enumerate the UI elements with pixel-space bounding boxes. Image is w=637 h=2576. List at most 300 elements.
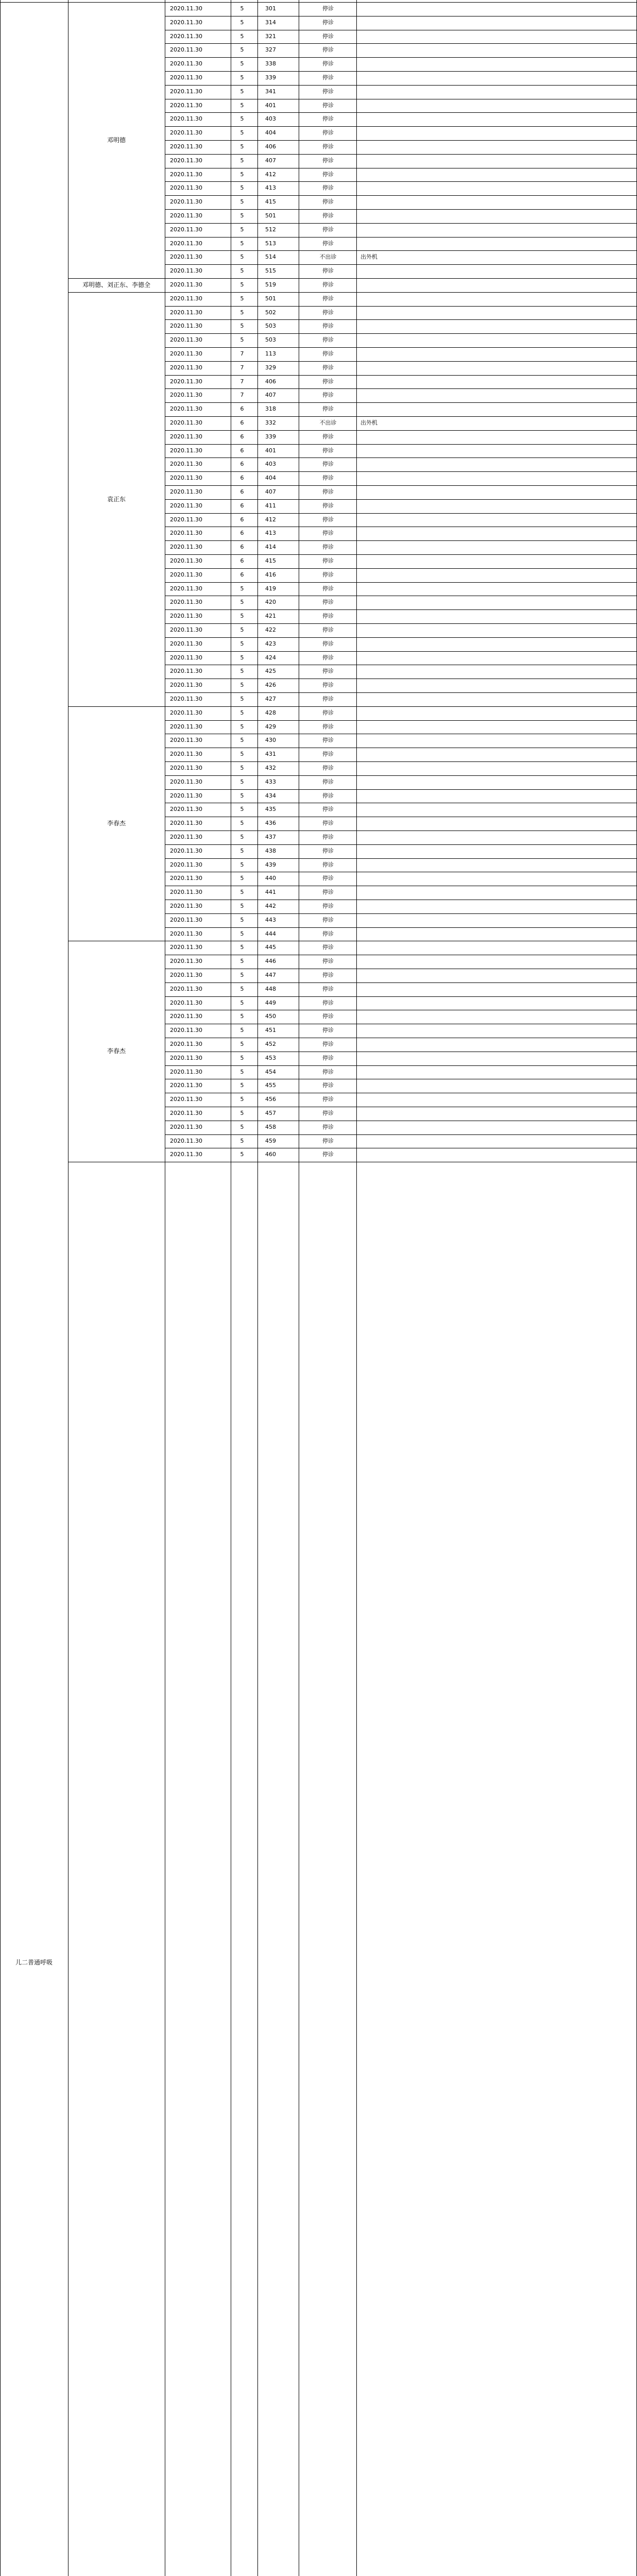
status-cell: 停诊 bbox=[322, 19, 334, 26]
weekday-cell: 6 bbox=[240, 419, 244, 426]
weekday-cell: 5 bbox=[240, 723, 244, 730]
weekday-cell: 5 bbox=[240, 5, 244, 12]
weekday-cell: 6 bbox=[240, 530, 244, 537]
status-cell: 停诊 bbox=[322, 1013, 334, 1020]
date-cell: 2020.11.30 bbox=[170, 999, 202, 1006]
status-cell: 停诊 bbox=[322, 599, 334, 606]
status-cell: 停诊 bbox=[322, 143, 334, 150]
weekday-cell: 5 bbox=[240, 916, 244, 923]
status-cell: 停诊 bbox=[322, 930, 334, 937]
status-cell: 停诊 bbox=[322, 1151, 334, 1158]
weekday-cell: 5 bbox=[240, 751, 244, 758]
weekday-cell: 7 bbox=[240, 350, 244, 357]
room-cell: 458 bbox=[265, 1123, 276, 1130]
room-cell: 512 bbox=[265, 226, 276, 233]
date-cell: 2020.11.30 bbox=[170, 253, 202, 261]
room-cell: 433 bbox=[265, 778, 276, 785]
status-cell: 不出诊 bbox=[319, 253, 337, 261]
status-cell: 停诊 bbox=[322, 820, 334, 827]
status-cell: 停诊 bbox=[322, 350, 334, 357]
date-cell: 2020.11.30 bbox=[170, 1137, 202, 1144]
room-cell: 440 bbox=[265, 875, 276, 882]
status-cell: 停诊 bbox=[322, 530, 334, 537]
weekday-cell: 5 bbox=[240, 820, 244, 827]
status-cell: 不出诊 bbox=[319, 419, 337, 426]
status-cell: 停诊 bbox=[322, 847, 334, 854]
status-cell: 停诊 bbox=[322, 157, 334, 164]
room-cell: 501 bbox=[265, 295, 276, 302]
date-cell: 2020.11.30 bbox=[170, 889, 202, 896]
date-cell: 2020.11.30 bbox=[170, 557, 202, 564]
room-cell: 445 bbox=[265, 944, 276, 951]
weekday-cell: 5 bbox=[240, 101, 244, 109]
room-cell: 404 bbox=[265, 129, 276, 137]
weekday-cell: 5 bbox=[240, 626, 244, 633]
status-cell: 停诊 bbox=[322, 834, 334, 840]
date-cell: 2020.11.30 bbox=[170, 709, 202, 716]
date-cell: 2020.11.30 bbox=[170, 350, 202, 357]
doctor-cell: 李春杰 bbox=[107, 1047, 126, 1055]
room-cell: 407 bbox=[265, 488, 276, 495]
weekday-cell: 5 bbox=[240, 171, 244, 178]
date-cell: 2020.11.30 bbox=[170, 737, 202, 744]
weekday-cell: 5 bbox=[240, 336, 244, 344]
room-cell: 341 bbox=[265, 88, 276, 95]
status-cell: 停诊 bbox=[322, 640, 334, 647]
date-cell: 2020.11.30 bbox=[170, 378, 202, 385]
weekday-cell: 5 bbox=[240, 985, 244, 992]
column-border bbox=[356, 0, 357, 2576]
weekday-cell: 6 bbox=[240, 516, 244, 523]
date-cell: 2020.11.30 bbox=[170, 599, 202, 606]
date-cell: 2020.11.30 bbox=[170, 571, 202, 578]
weekday-cell: 5 bbox=[240, 309, 244, 316]
weekday-cell: 5 bbox=[240, 74, 244, 81]
room-cell: 416 bbox=[265, 571, 276, 578]
date-cell: 2020.11.30 bbox=[170, 184, 202, 192]
room-cell: 421 bbox=[265, 613, 276, 620]
weekday-cell: 6 bbox=[240, 461, 244, 468]
status-cell: 停诊 bbox=[322, 1110, 334, 1116]
room-cell: 453 bbox=[265, 1054, 276, 1061]
date-cell: 2020.11.30 bbox=[170, 240, 202, 247]
weekday-cell: 6 bbox=[240, 405, 244, 413]
room-cell: 301 bbox=[265, 5, 276, 12]
date-cell: 2020.11.30 bbox=[170, 267, 202, 275]
status-cell: 停诊 bbox=[322, 74, 334, 81]
date-cell: 2020.11.30 bbox=[170, 60, 202, 67]
room-cell: 332 bbox=[265, 419, 276, 426]
weekday-cell: 5 bbox=[240, 157, 244, 164]
room-cell: 503 bbox=[265, 323, 276, 330]
weekday-cell: 5 bbox=[240, 847, 244, 854]
weekday-cell: 5 bbox=[240, 999, 244, 1006]
weekday-cell: 5 bbox=[240, 696, 244, 702]
status-cell: 停诊 bbox=[322, 226, 334, 233]
status-cell: 停诊 bbox=[322, 267, 334, 275]
room-cell: 460 bbox=[265, 1151, 276, 1158]
date-cell: 2020.11.30 bbox=[170, 1041, 202, 1047]
weekday-cell: 7 bbox=[240, 364, 244, 371]
weekday-cell: 5 bbox=[240, 46, 244, 54]
status-cell: 停诊 bbox=[322, 613, 334, 620]
date-cell: 2020.11.30 bbox=[170, 516, 202, 523]
room-cell: 413 bbox=[265, 530, 276, 537]
weekday-cell: 7 bbox=[240, 378, 244, 385]
weekday-cell: 5 bbox=[240, 295, 244, 302]
doctor-cell: 邓明德 bbox=[107, 137, 126, 144]
weekday-cell: 5 bbox=[240, 184, 244, 192]
status-cell: 停诊 bbox=[322, 709, 334, 716]
date-cell: 2020.11.30 bbox=[170, 1027, 202, 1034]
note-cell: 出外机 bbox=[360, 419, 377, 426]
room-cell: 314 bbox=[265, 19, 276, 26]
room-cell: 401 bbox=[265, 447, 276, 454]
date-cell: 2020.11.30 bbox=[170, 778, 202, 785]
department-cell: 儿二普通呼吸 bbox=[15, 1959, 53, 1966]
date-cell: 2020.11.30 bbox=[170, 101, 202, 109]
date-cell: 2020.11.30 bbox=[170, 626, 202, 633]
date-cell: 2020.11.30 bbox=[170, 944, 202, 951]
status-cell: 停诊 bbox=[322, 668, 334, 675]
status-cell: 停诊 bbox=[322, 544, 334, 551]
date-cell: 2020.11.30 bbox=[170, 613, 202, 620]
date-cell: 2020.11.30 bbox=[170, 32, 202, 40]
room-cell: 448 bbox=[265, 985, 276, 992]
room-cell: 413 bbox=[265, 184, 276, 192]
date-cell: 2020.11.30 bbox=[170, 212, 202, 219]
date-cell: 2020.11.30 bbox=[170, 143, 202, 150]
room-cell: 422 bbox=[265, 626, 276, 633]
room-cell: 406 bbox=[265, 143, 276, 150]
status-cell: 停诊 bbox=[322, 281, 334, 288]
date-cell: 2020.11.30 bbox=[170, 226, 202, 233]
weekday-cell: 5 bbox=[240, 1027, 244, 1034]
room-cell: 407 bbox=[265, 157, 276, 164]
room-cell: 419 bbox=[265, 585, 276, 592]
weekday-cell: 5 bbox=[240, 198, 244, 206]
status-cell: 停诊 bbox=[322, 171, 334, 178]
room-cell: 432 bbox=[265, 765, 276, 771]
status-cell: 停诊 bbox=[322, 972, 334, 978]
room-cell: 401 bbox=[265, 101, 276, 109]
room-cell: 456 bbox=[265, 1096, 276, 1103]
weekday-cell: 5 bbox=[240, 281, 244, 288]
weekday-cell: 5 bbox=[240, 930, 244, 937]
weekday-cell: 6 bbox=[240, 544, 244, 551]
room-cell: 449 bbox=[265, 999, 276, 1006]
status-cell: 停诊 bbox=[322, 405, 334, 413]
status-cell: 停诊 bbox=[322, 240, 334, 247]
date-cell: 2020.11.30 bbox=[170, 682, 202, 689]
date-cell: 2020.11.30 bbox=[170, 847, 202, 854]
weekday-cell: 5 bbox=[240, 115, 244, 123]
status-cell: 停诊 bbox=[322, 1096, 334, 1103]
status-cell: 停诊 bbox=[322, 654, 334, 661]
room-cell: 411 bbox=[265, 502, 276, 509]
room-cell: 427 bbox=[265, 696, 276, 702]
status-cell: 停诊 bbox=[322, 502, 334, 509]
date-cell: 2020.11.30 bbox=[170, 820, 202, 827]
status-cell: 停诊 bbox=[322, 792, 334, 799]
date-cell: 2020.11.30 bbox=[170, 696, 202, 702]
room-cell: 437 bbox=[265, 834, 276, 840]
room-cell: 439 bbox=[265, 861, 276, 868]
room-cell: 455 bbox=[265, 1082, 276, 1089]
date-cell: 2020.11.30 bbox=[170, 985, 202, 992]
doctor-cell: 邓明德、刘正东、李德全 bbox=[82, 281, 150, 289]
room-cell: 454 bbox=[265, 1068, 276, 1075]
weekday-cell: 5 bbox=[240, 60, 244, 67]
status-cell: 停诊 bbox=[322, 447, 334, 454]
date-cell: 2020.11.30 bbox=[170, 419, 202, 426]
date-cell: 2020.11.30 bbox=[170, 544, 202, 551]
weekday-cell: 5 bbox=[240, 640, 244, 647]
status-cell: 停诊 bbox=[322, 1082, 334, 1089]
date-cell: 2020.11.30 bbox=[170, 1123, 202, 1130]
date-cell: 2020.11.30 bbox=[170, 875, 202, 882]
weekday-cell: 5 bbox=[240, 129, 244, 137]
date-cell: 2020.11.30 bbox=[170, 323, 202, 330]
weekday-cell: 5 bbox=[240, 709, 244, 716]
date-cell: 2020.11.30 bbox=[170, 88, 202, 95]
date-cell: 2020.11.30 bbox=[170, 654, 202, 661]
weekday-cell: 5 bbox=[240, 1013, 244, 1020]
room-cell: 441 bbox=[265, 889, 276, 896]
date-cell: 2020.11.30 bbox=[170, 585, 202, 592]
status-cell: 停诊 bbox=[322, 903, 334, 909]
status-cell: 停诊 bbox=[322, 1137, 334, 1144]
status-cell: 停诊 bbox=[322, 889, 334, 896]
room-cell: 321 bbox=[265, 32, 276, 40]
room-cell: 444 bbox=[265, 930, 276, 937]
room-cell: 447 bbox=[265, 972, 276, 978]
weekday-cell: 5 bbox=[240, 226, 244, 233]
weekday-cell: 5 bbox=[240, 889, 244, 896]
weekday-cell: 6 bbox=[240, 488, 244, 495]
date-cell: 2020.11.30 bbox=[170, 502, 202, 509]
status-cell: 停诊 bbox=[322, 737, 334, 744]
date-cell: 2020.11.30 bbox=[170, 668, 202, 675]
status-cell: 停诊 bbox=[322, 806, 334, 813]
weekday-cell: 5 bbox=[240, 267, 244, 275]
date-cell: 2020.11.30 bbox=[170, 392, 202, 399]
weekday-cell: 6 bbox=[240, 571, 244, 578]
date-cell: 2020.11.30 bbox=[170, 958, 202, 965]
status-cell: 停诊 bbox=[322, 626, 334, 633]
date-cell: 2020.11.30 bbox=[170, 281, 202, 288]
weekday-cell: 6 bbox=[240, 474, 244, 482]
date-cell: 2020.11.30 bbox=[170, 488, 202, 495]
room-cell: 415 bbox=[265, 557, 276, 564]
status-cell: 停诊 bbox=[322, 392, 334, 399]
date-cell: 2020.11.30 bbox=[170, 198, 202, 206]
date-cell: 2020.11.30 bbox=[170, 5, 202, 12]
weekday-cell: 5 bbox=[240, 253, 244, 261]
room-cell: 407 bbox=[265, 392, 276, 399]
date-cell: 2020.11.30 bbox=[170, 309, 202, 316]
weekday-cell: 5 bbox=[240, 765, 244, 771]
weekday-cell: 5 bbox=[240, 19, 244, 26]
date-cell: 2020.11.30 bbox=[170, 19, 202, 26]
weekday-cell: 5 bbox=[240, 792, 244, 799]
status-cell: 停诊 bbox=[322, 557, 334, 564]
status-cell: 停诊 bbox=[322, 46, 334, 54]
date-cell: 2020.11.30 bbox=[170, 447, 202, 454]
weekday-cell: 5 bbox=[240, 212, 244, 219]
date-cell: 2020.11.30 bbox=[170, 171, 202, 178]
room-cell: 457 bbox=[265, 1110, 276, 1116]
date-cell: 2020.11.30 bbox=[170, 1082, 202, 1089]
room-cell: 514 bbox=[265, 253, 276, 261]
weekday-cell: 5 bbox=[240, 88, 244, 95]
status-cell: 停诊 bbox=[322, 212, 334, 219]
status-cell: 停诊 bbox=[322, 516, 334, 523]
weekday-cell: 6 bbox=[240, 433, 244, 440]
weekday-cell: 5 bbox=[240, 875, 244, 882]
room-cell: 339 bbox=[265, 433, 276, 440]
status-cell: 停诊 bbox=[322, 1027, 334, 1034]
room-cell: 412 bbox=[265, 516, 276, 523]
status-cell: 停诊 bbox=[322, 115, 334, 123]
weekday-cell: 6 bbox=[240, 447, 244, 454]
room-cell: 503 bbox=[265, 336, 276, 344]
room-cell: 339 bbox=[265, 74, 276, 81]
room-cell: 414 bbox=[265, 544, 276, 551]
room-cell: 426 bbox=[265, 682, 276, 689]
date-cell: 2020.11.30 bbox=[170, 157, 202, 164]
status-cell: 停诊 bbox=[322, 5, 334, 12]
room-cell: 519 bbox=[265, 281, 276, 288]
room-cell: 434 bbox=[265, 792, 276, 799]
weekday-cell: 5 bbox=[240, 1096, 244, 1103]
note-cell: 出外机 bbox=[360, 253, 377, 261]
weekday-cell: 5 bbox=[240, 1082, 244, 1089]
room-cell: 425 bbox=[265, 668, 276, 675]
status-cell: 停诊 bbox=[322, 32, 334, 40]
room-cell: 451 bbox=[265, 1027, 276, 1034]
room-cell: 430 bbox=[265, 737, 276, 744]
date-cell: 2020.11.30 bbox=[170, 903, 202, 909]
status-cell: 停诊 bbox=[322, 474, 334, 482]
date-cell: 2020.11.30 bbox=[170, 1096, 202, 1103]
date-cell: 2020.11.30 bbox=[170, 640, 202, 647]
room-cell: 338 bbox=[265, 60, 276, 67]
weekday-cell: 5 bbox=[240, 1068, 244, 1075]
date-cell: 2020.11.30 bbox=[170, 474, 202, 482]
doctor-cell: 袁正东 bbox=[107, 495, 126, 503]
status-cell: 停诊 bbox=[322, 1068, 334, 1075]
room-cell: 452 bbox=[265, 1041, 276, 1047]
room-cell: 450 bbox=[265, 1013, 276, 1020]
status-cell: 停诊 bbox=[322, 88, 334, 95]
room-cell: 329 bbox=[265, 364, 276, 371]
date-cell: 2020.11.30 bbox=[170, 723, 202, 730]
date-cell: 2020.11.30 bbox=[170, 1068, 202, 1075]
weekday-cell: 5 bbox=[240, 1123, 244, 1130]
status-cell: 停诊 bbox=[322, 875, 334, 882]
room-cell: 420 bbox=[265, 599, 276, 606]
room-cell: 515 bbox=[265, 267, 276, 275]
status-cell: 停诊 bbox=[322, 778, 334, 785]
date-cell: 2020.11.30 bbox=[170, 74, 202, 81]
room-cell: 318 bbox=[265, 405, 276, 413]
weekday-cell: 5 bbox=[240, 613, 244, 620]
status-cell: 停诊 bbox=[322, 461, 334, 468]
room-cell: 513 bbox=[265, 240, 276, 247]
room-cell: 327 bbox=[265, 46, 276, 54]
weekday-cell: 6 bbox=[240, 502, 244, 509]
status-cell: 停诊 bbox=[322, 1054, 334, 1061]
weekday-cell: 5 bbox=[240, 1041, 244, 1047]
date-cell: 2020.11.30 bbox=[170, 972, 202, 978]
weekday-cell: 5 bbox=[240, 143, 244, 150]
weekday-cell: 5 bbox=[240, 1110, 244, 1116]
weekday-cell: 5 bbox=[240, 972, 244, 978]
status-cell: 停诊 bbox=[322, 571, 334, 578]
status-cell: 停诊 bbox=[322, 985, 334, 992]
room-cell: 459 bbox=[265, 1137, 276, 1144]
room-cell: 415 bbox=[265, 198, 276, 206]
status-cell: 停诊 bbox=[322, 295, 334, 302]
room-cell: 403 bbox=[265, 461, 276, 468]
status-cell: 停诊 bbox=[322, 378, 334, 385]
room-cell: 443 bbox=[265, 916, 276, 923]
weekday-cell: 5 bbox=[240, 32, 244, 40]
status-cell: 停诊 bbox=[322, 696, 334, 702]
date-cell: 2020.11.30 bbox=[170, 129, 202, 137]
date-cell: 2020.11.30 bbox=[170, 861, 202, 868]
weekday-cell: 5 bbox=[240, 1151, 244, 1158]
date-cell: 2020.11.30 bbox=[170, 295, 202, 302]
weekday-cell: 5 bbox=[240, 834, 244, 840]
room-cell: 435 bbox=[265, 806, 276, 813]
room-cell: 429 bbox=[265, 723, 276, 730]
status-cell: 停诊 bbox=[322, 765, 334, 771]
date-cell: 2020.11.30 bbox=[170, 792, 202, 799]
room-cell: 501 bbox=[265, 212, 276, 219]
status-cell: 停诊 bbox=[322, 323, 334, 330]
weekday-cell: 5 bbox=[240, 654, 244, 661]
room-cell: 428 bbox=[265, 709, 276, 716]
status-cell: 停诊 bbox=[322, 682, 334, 689]
weekday-cell: 5 bbox=[240, 1137, 244, 1144]
status-cell: 停诊 bbox=[322, 751, 334, 758]
date-cell: 2020.11.30 bbox=[170, 806, 202, 813]
status-cell: 停诊 bbox=[322, 309, 334, 316]
status-cell: 停诊 bbox=[322, 958, 334, 965]
room-cell: 438 bbox=[265, 847, 276, 854]
date-cell: 2020.11.30 bbox=[170, 405, 202, 413]
room-cell: 424 bbox=[265, 654, 276, 661]
room-cell: 113 bbox=[265, 350, 276, 357]
room-cell: 404 bbox=[265, 474, 276, 482]
status-cell: 停诊 bbox=[322, 916, 334, 923]
weekday-cell: 5 bbox=[240, 778, 244, 785]
weekday-cell: 5 bbox=[240, 240, 244, 247]
weekday-cell: 5 bbox=[240, 1054, 244, 1061]
weekday-cell: 5 bbox=[240, 737, 244, 744]
status-cell: 停诊 bbox=[322, 198, 334, 206]
status-cell: 停诊 bbox=[322, 336, 334, 344]
status-cell: 停诊 bbox=[322, 585, 334, 592]
room-cell: 412 bbox=[265, 171, 276, 178]
date-cell: 2020.11.30 bbox=[170, 336, 202, 344]
doctor-cell: 李春杰 bbox=[107, 819, 126, 827]
status-cell: 停诊 bbox=[322, 60, 334, 67]
weekday-cell: 5 bbox=[240, 682, 244, 689]
room-cell: 406 bbox=[265, 378, 276, 385]
